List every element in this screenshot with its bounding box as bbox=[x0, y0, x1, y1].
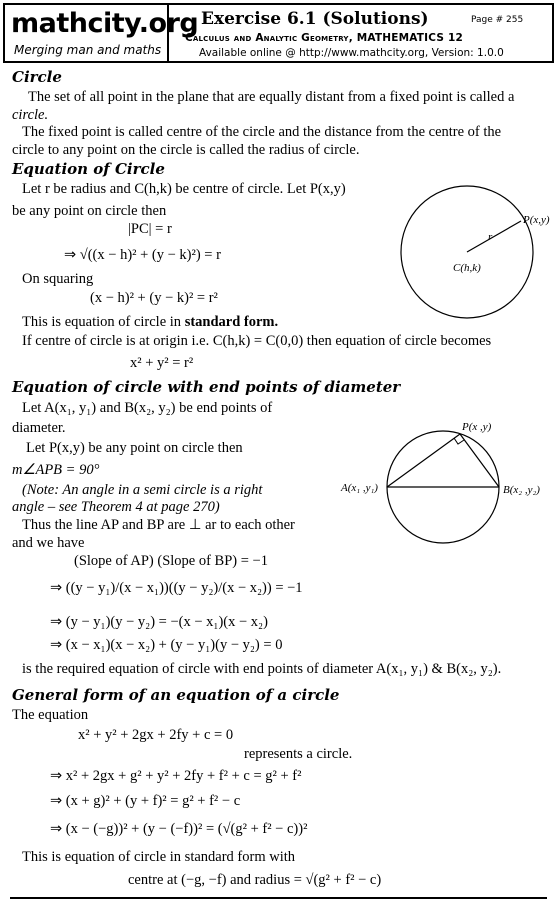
equation-line-4 bbox=[22, 314, 278, 331]
general-eq-4: ⇒ (x − (−g))² + (y − (−f))² = (√(g² + f² − c))² bbox=[50, 821, 308, 837]
diameter-eq-slope: (Slope of AP) (Slope of BP) = −1 bbox=[74, 553, 268, 569]
site-logo: mathcity.org bbox=[11, 8, 199, 39]
line-bp bbox=[460, 434, 499, 487]
availability-line: Available online @ http://www.mathcity.org, Version: 1.0.0 bbox=[199, 47, 504, 59]
diameter-line-5: Thus the line AP and BP are ⊥ ar to each other bbox=[22, 517, 295, 533]
diameter-eq-product: ⇒ (y − y₁)(y − y₂) = −(x − x₁)(x − x₂) bbox=[50, 614, 268, 630]
general-eq-1: x² + y² + 2gx + 2fy + c = 0 bbox=[78, 727, 234, 743]
equation-line-5: If centre of circle is at origin i.e. C(h,k) = C(0,0) then equation of circle becomes bbox=[22, 333, 492, 349]
general-line-1: The equation bbox=[12, 707, 89, 723]
circle-def-1: The set of all point in the plane that are equally distant from a fixed point is called a bbox=[28, 89, 515, 105]
diameter-line-4: m∠APB = 90° bbox=[12, 462, 100, 478]
exercise-title: Exercise 6.1 (Solutions) bbox=[201, 9, 429, 29]
book-subtitle: Calculus and Analytic Geometry, MATHEMATICS 12 bbox=[185, 32, 463, 44]
diameter-line-7: is the required equation of circle with end points of diameter A(x₁, y₁) & B(x₂, y₂). bbox=[22, 661, 502, 677]
label-p2: P(x ,y) bbox=[462, 421, 492, 433]
diameter-note-2: angle – see Theorem 4 at page 270) bbox=[12, 499, 220, 515]
general-line-4: centre at (−g, −f) and radius = √(g² + f² − c) bbox=[128, 872, 382, 888]
diameter-note-1: (Note: An angle in a semi circle is a right bbox=[22, 482, 263, 498]
diameter-line-3: Let P(x,y) be any point on circle then bbox=[26, 440, 243, 456]
radius-line bbox=[467, 221, 521, 252]
equation-line-3: On squaring bbox=[22, 271, 94, 287]
general-eq-3: ⇒ (x + g)² + (y + f)² = g² + f² − c bbox=[50, 793, 241, 809]
label-r: r bbox=[488, 231, 493, 243]
diameter-eq-fraction: ⇒ ((y − y₁)/(x − x₁))((y − y₂)/(x − x₂)) = −1 bbox=[50, 580, 303, 596]
footer-rule bbox=[10, 897, 547, 899]
equation-line-2: be any point on circle then bbox=[12, 203, 167, 219]
diameter-heading: Equation of circle with end points of diameter bbox=[12, 378, 401, 396]
general-eq-2: ⇒ x² + 2gx + g² + y² + 2fy + f² + c = g² + f² bbox=[50, 768, 302, 784]
equation-origin: x² + y² = r² bbox=[130, 355, 194, 371]
circle-heading: Circle bbox=[12, 68, 62, 86]
equation-pc-r: |PC| = r bbox=[128, 221, 172, 237]
diameter-eq-final: ⇒ (x − x₁)(x − x₂) + (y − y₁)(y − y₂) = 0 bbox=[50, 637, 283, 653]
diameter-line-2: diameter. bbox=[12, 420, 66, 436]
page-number: Page # 255 bbox=[471, 15, 524, 25]
label-c: C(h,k) bbox=[453, 262, 481, 274]
equation-line-1: Let r be radius and C(h,k) be centre of circle. Let P(x,y) bbox=[22, 181, 346, 197]
standard-form-text: This is equation of circle in bbox=[22, 314, 185, 330]
circle-def-1b: circle. bbox=[12, 107, 49, 123]
general-line-2: represents a circle. bbox=[244, 746, 353, 762]
circle-radius-figure bbox=[395, 180, 555, 330]
equation-squared: (x − h)² + (y − k)² = r² bbox=[90, 290, 218, 306]
general-line-3: This is equation of circle in standard form with bbox=[22, 849, 296, 865]
general-heading: General form of an equation of a circle bbox=[12, 686, 340, 704]
diameter-line-1: Let A(x₁, y₁) and B(x₂, y₂) be end points of bbox=[22, 400, 273, 416]
diameter-line-6: and we have bbox=[12, 535, 85, 551]
label-a: A(x₁ ,y₁) bbox=[341, 482, 378, 494]
label-p: P(x,y) bbox=[523, 214, 550, 226]
equation-distance: ⇒ √((x − h)² + (y − k)²) = r bbox=[64, 247, 221, 263]
circle-def-2: The fixed point is called centre of the circle and the distance from the centre of the bbox=[22, 124, 502, 140]
site-tagline: Merging man and maths bbox=[14, 43, 162, 57]
circle-def-2b: circle to any point on the circle is called the radius of circle. bbox=[12, 142, 360, 158]
right-angle-mark bbox=[454, 438, 464, 444]
standard-form-bold: standard form. bbox=[184, 314, 279, 330]
label-b: B(x₂ ,y₂) bbox=[503, 484, 540, 496]
diameter-figure bbox=[338, 416, 553, 566]
header-box bbox=[3, 3, 554, 63]
line-ap bbox=[387, 434, 460, 487]
equation-heading: Equation of Circle bbox=[12, 160, 165, 178]
